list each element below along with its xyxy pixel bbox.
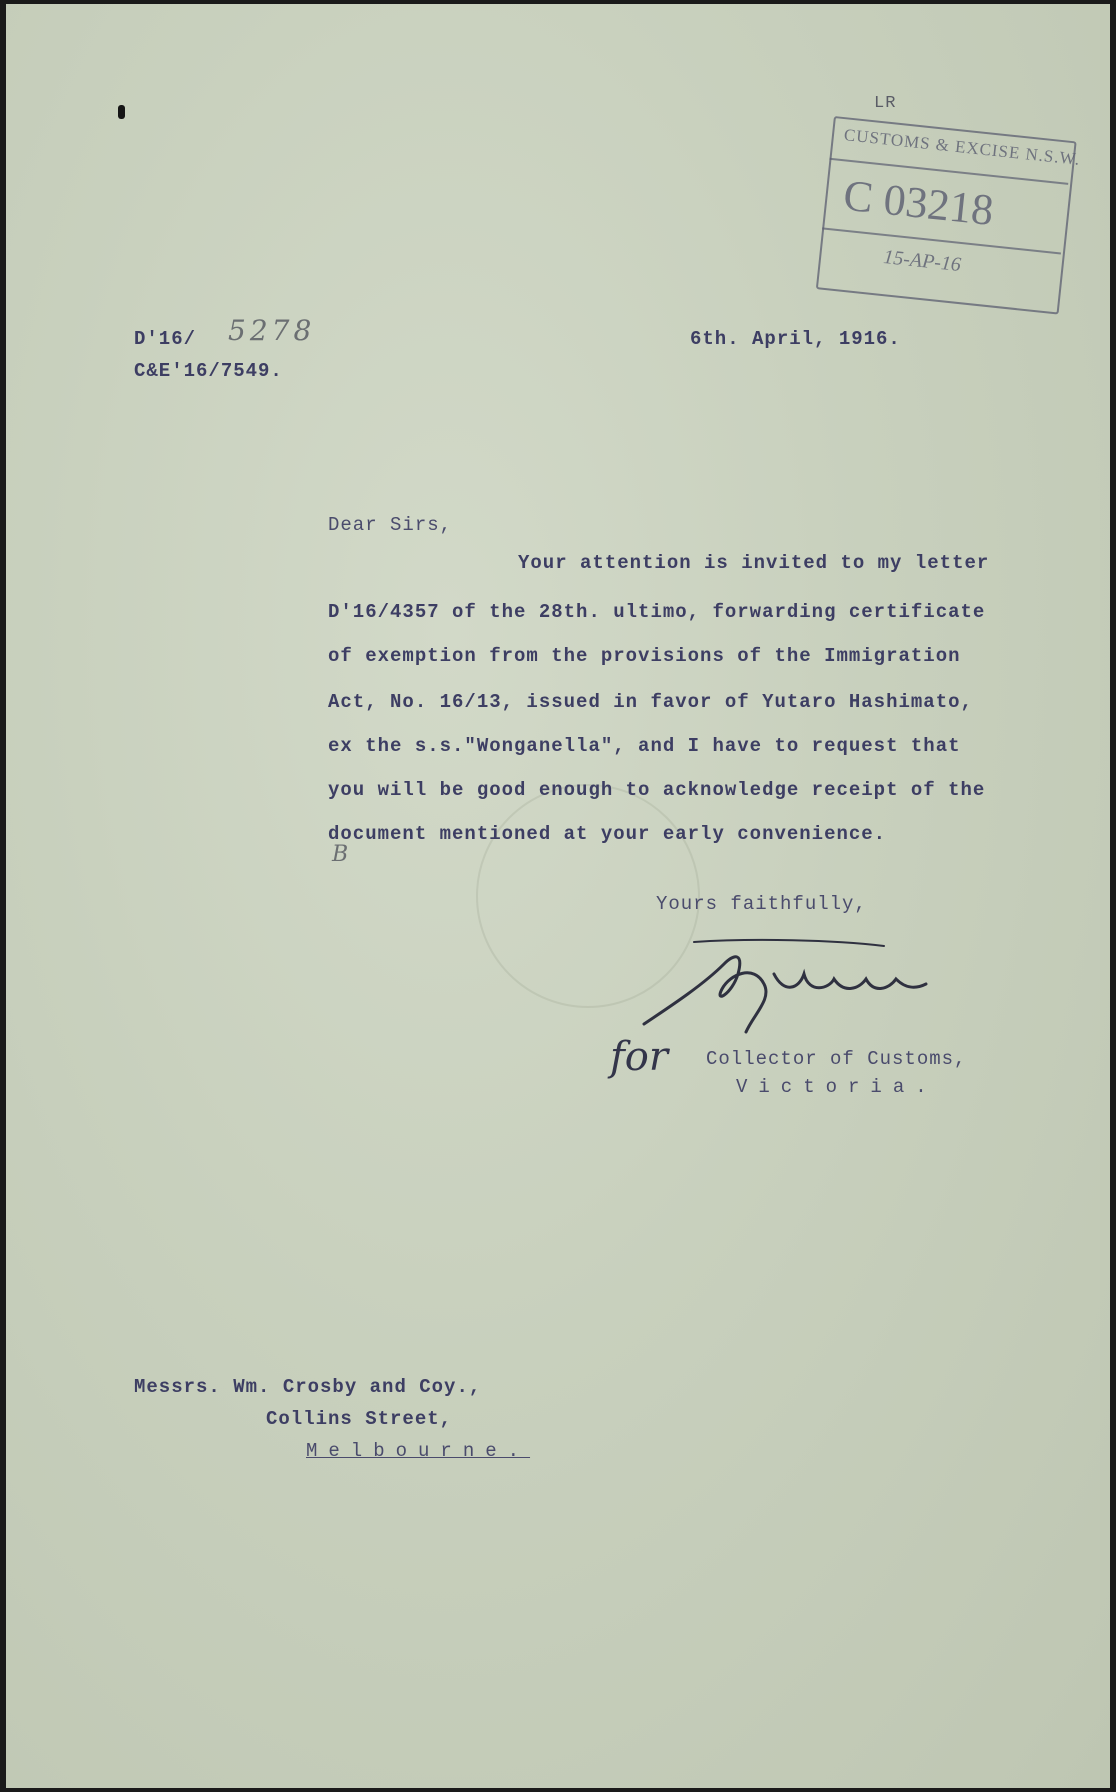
archive-mark: LR — [874, 94, 897, 113]
body-line-5: ex the s.s."Wonganella", and I have to request that — [328, 735, 961, 757]
addressee-name: Messrs. Wm. Crosby and Coy., — [134, 1376, 482, 1398]
closing: Yours faithfully, — [656, 893, 867, 915]
signatory-title: Collector of Customs, — [706, 1048, 967, 1070]
per-pro-handwritten: for — [610, 1034, 669, 1080]
addressee-street: Collins Street, — [266, 1408, 453, 1430]
signature-image — [634, 934, 994, 1044]
body-line-3: of exemption from the provisions of the Immigration — [328, 645, 961, 667]
margin-note-pencil: B — [332, 842, 349, 867]
stamp-agency: CUSTOMS & EXCISE N.S.W. — [843, 125, 1082, 169]
reference-second: C&E'16/7549. — [134, 360, 283, 382]
received-stamp — [816, 116, 1081, 313]
body-line-2: D'16/4357 of the 28th. ultimo, forwarding certificate — [328, 601, 986, 623]
reference-number-handwritten: 5278 — [228, 314, 316, 347]
body-line-7: document mentioned at your early convenience. — [328, 823, 887, 845]
body-line-6: you will be good enough to acknowledge receipt of the — [328, 779, 986, 801]
body-line-1: Your attention is invited to my letter — [518, 552, 990, 574]
document-page — [6, 4, 1110, 1788]
body-line-4: Act, No. 16/13, issued in favor of Yutaro Hashimato, — [328, 691, 973, 713]
reference-prefix: D'16/ — [134, 328, 197, 350]
letter-date: 6th. April, 1916. — [690, 328, 901, 350]
signatory-state: Victoria. — [736, 1076, 938, 1098]
stamp-number: C 03218 — [841, 170, 996, 236]
stamp-date: 15-AP-16 — [882, 246, 963, 277]
salutation: Dear Sirs, — [328, 514, 453, 536]
ink-mark — [118, 105, 125, 119]
addressee-city: Melbourne. — [306, 1440, 531, 1462]
